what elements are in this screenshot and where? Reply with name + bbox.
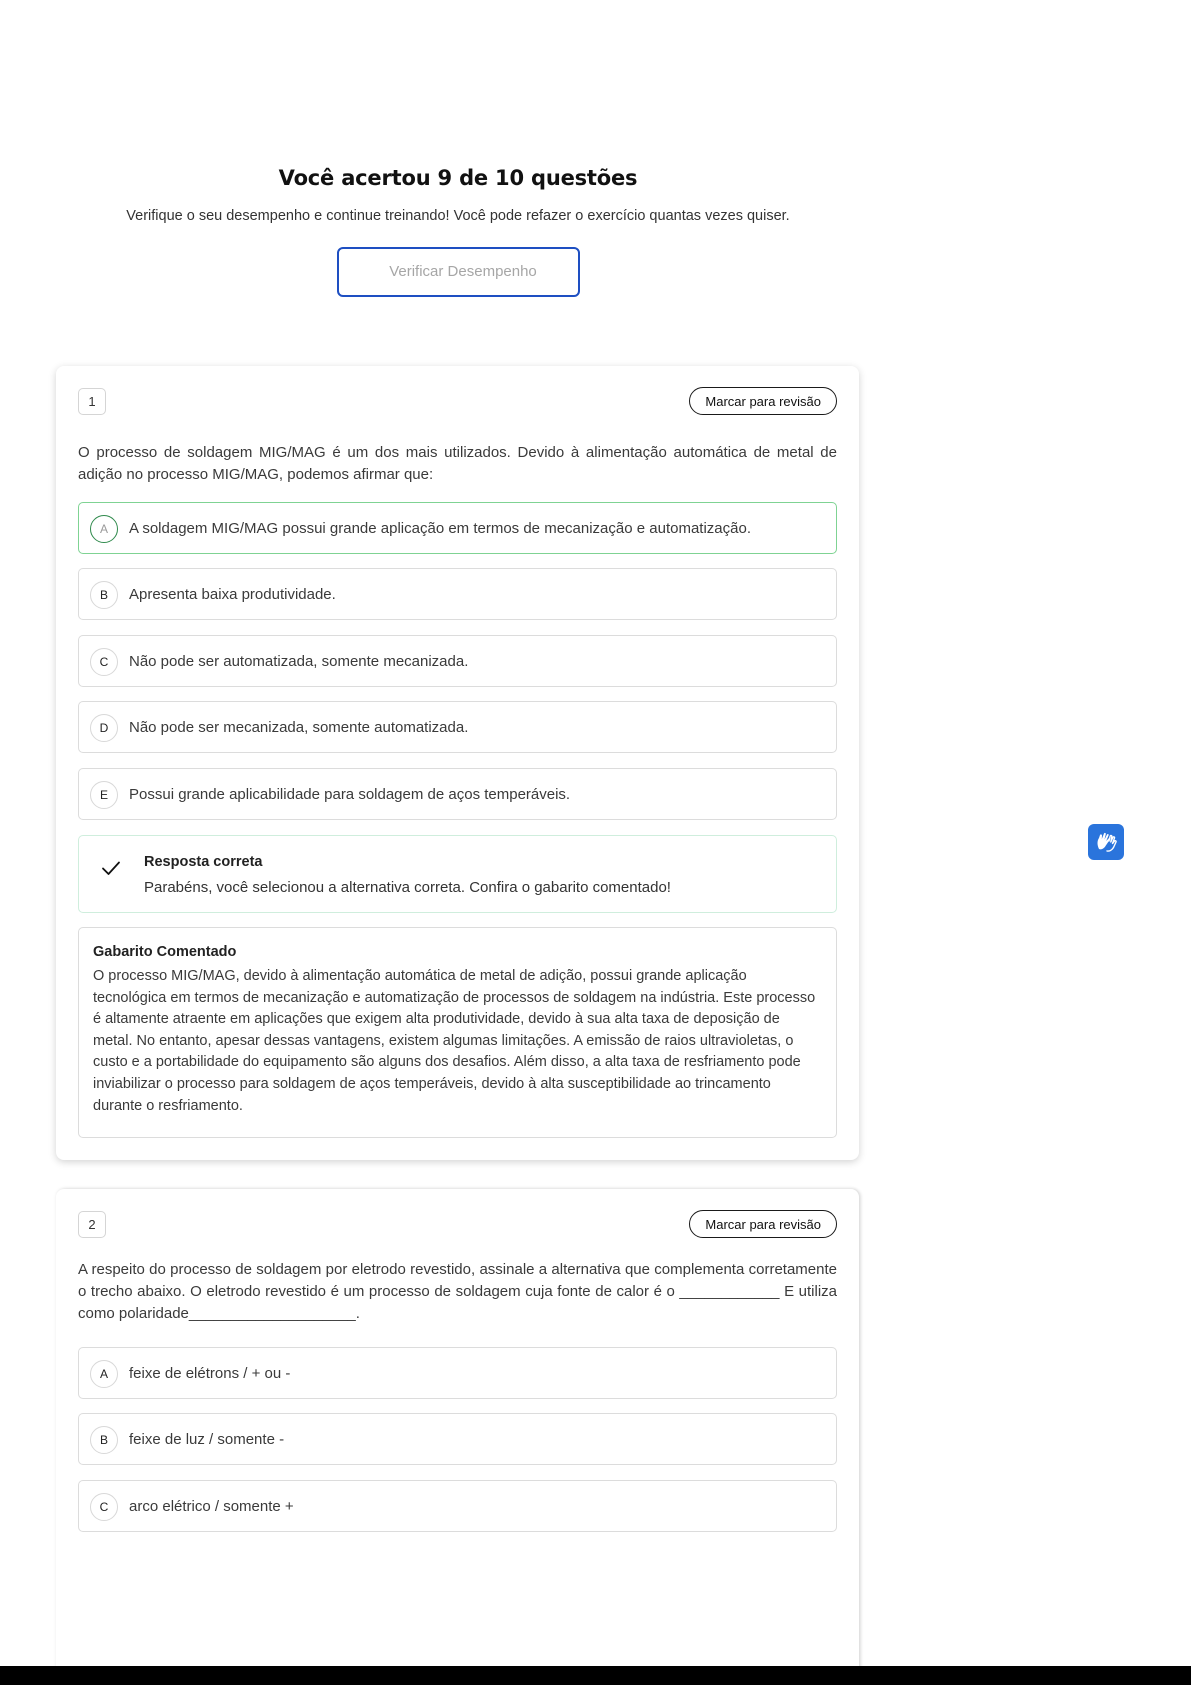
result-summary [56, 166, 860, 297]
option-e[interactable] [78, 768, 837, 820]
option-a[interactable] [78, 1347, 837, 1399]
commented-answer-text: O processo MIG/MAG, devido à alimentação automática de metal de adição, possui grande aplicação tecnológica em termos de mecanização e automatização de processos de soldagem na indústria. Este processo é altamente atraente em aplicações que exigem alta produtividade, devido à sua alta taxa de deposição de metal. No entanto, apesar dessas vantagens, existem algumas limitações. A emissão de raios ultravioletas, o custo e a portabilidade do equipamento são alguns dos desafios. Além disso, a alta taxa de resfriamento pode inviabilizar o processo para soldagem de aços temperáveis, devido à alta susceptibilidade ao trincamento durante o resfriamento. [93, 968, 816, 1114]
sign-language-hands-icon [1093, 829, 1119, 855]
answer-feedback [78, 835, 837, 913]
option-b[interactable] [78, 1413, 837, 1465]
option-text: feixe de luz / somente - [129, 1431, 285, 1448]
option-letter: B [90, 1426, 118, 1454]
check-icon [101, 858, 121, 878]
question-card-1 [56, 366, 859, 1160]
mark-for-review-button[interactable]: Marcar para revisão [689, 387, 837, 415]
option-letter: E [90, 781, 118, 809]
feedback-text: Parabéns, você selecionou a alternativa correta. Confira o gabarito comentado! [144, 879, 671, 896]
feedback-title: Resposta correta [144, 854, 263, 870]
result-subtitle: Verifique o seu desempenho e continue treinando! Você pode refazer o exercício quantas vezes quiser. [126, 208, 790, 224]
option-text: Não pode ser automatizada, somente mecanizada. [129, 653, 469, 670]
mark-for-review-button[interactable]: Marcar para revisão [689, 1210, 837, 1238]
option-text: feixe de elétrons / + ou - [129, 1365, 291, 1382]
option-text: A soldagem MIG/MAG possui grande aplicação em termos de mecanização e automatização. [129, 520, 751, 537]
option-text: Apresenta baixa produtividade. [129, 586, 336, 603]
question-text: O processo de soldagem MIG/MAG é um dos mais utilizados. Devido à alimentação automática de metal de adição no processo MIG/MAG, podemos afirmar que: [78, 444, 837, 483]
option-letter: A [90, 1360, 118, 1388]
option-text: Não pode ser mecanizada, somente automatizada. [129, 719, 469, 736]
commented-answer [78, 927, 837, 1138]
option-letter: C [90, 648, 118, 676]
option-letter: C [90, 1493, 118, 1521]
result-title: Você acertou 9 de 10 questões [278, 166, 638, 190]
option-text: arco elétrico / somente + [129, 1498, 294, 1515]
option-letter: D [90, 714, 118, 742]
question-card-2 [56, 1189, 859, 1685]
option-a-selected-correct[interactable] [78, 502, 837, 554]
bottom-edge-bar [0, 1666, 1191, 1685]
verify-performance-button[interactable]: Verificar Desempenho [337, 247, 580, 297]
option-letter: B [90, 581, 118, 609]
question-text: A respeito do processo de soldagem por eletrodo revestido, assinale a alternativa que complementa corretamente o trecho abaixo. O eletrodo revestido é um processo de soldagem cuja fonte de calor é o ____________ E utiliza como polaridade____________________. [78, 1261, 837, 1322]
commented-answer-title: Gabarito Comentado [93, 944, 237, 960]
option-c[interactable] [78, 635, 837, 687]
option-c[interactable] [78, 1480, 837, 1532]
option-letter: A [90, 515, 118, 543]
option-text: Possui grande aplicabilidade para soldagem de aços temperáveis. [129, 786, 571, 803]
vlibras-accessibility-button[interactable] [1088, 824, 1124, 860]
question-number: 1 [78, 388, 106, 415]
question-number: 2 [78, 1211, 106, 1238]
option-b[interactable] [78, 568, 837, 620]
option-d[interactable] [78, 701, 837, 753]
